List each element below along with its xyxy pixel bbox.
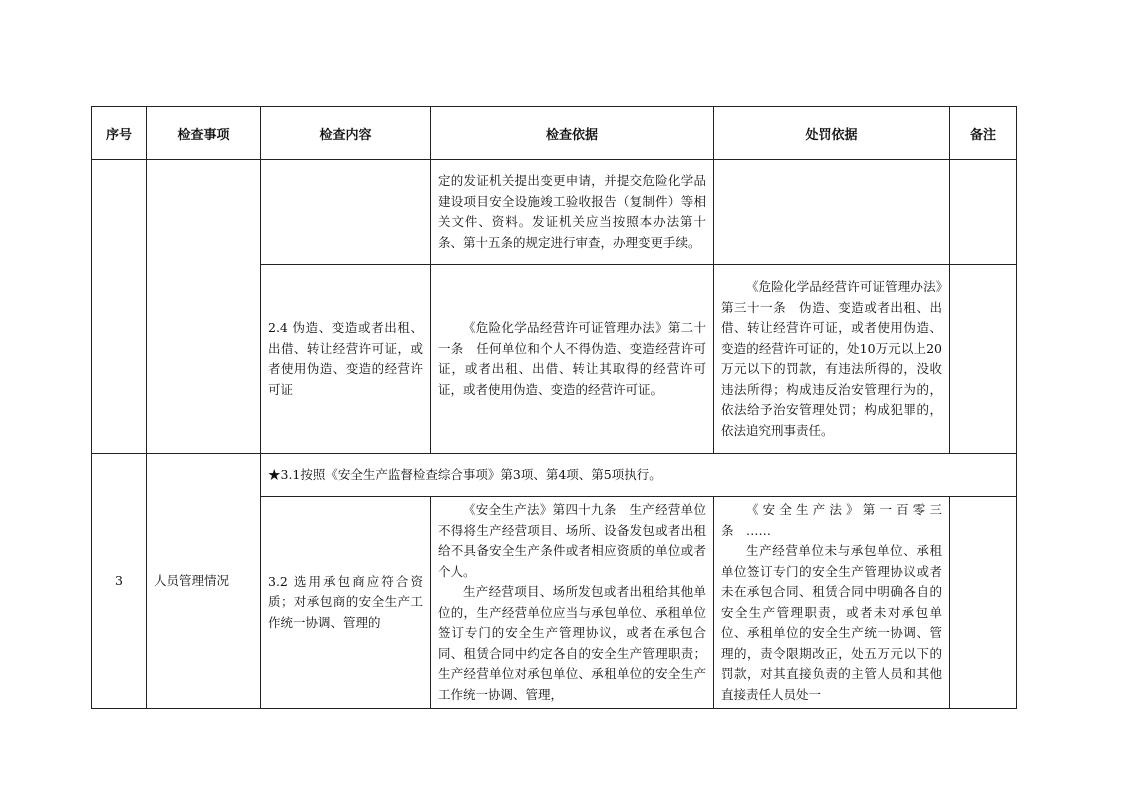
header-item: 检查事项 [147, 107, 261, 160]
inspection-table [91, 106, 1017, 709]
cell-remark [950, 160, 1017, 265]
header-no: 序号 [92, 107, 147, 160]
content-text: 3.2 选用承包商应符合资质；对承包商的安全生产工作统一协调、管理的 [268, 573, 423, 630]
basis-text: 定的发证机关提出变更申请，并提交危险化学品建设项目安全设施竣工验收报告（复制件）等相关文件、资料。发证机关应当按照本办法第十条、第十五条的规定进行审查，办理变更手续。 [438, 173, 706, 250]
table-row [92, 160, 1017, 265]
cell-penalty [714, 497, 950, 709]
table-row [92, 454, 1017, 497]
header-row [92, 107, 1017, 160]
penalty-paragraph-2: 生产经营单位未与承包单位、承租单位签订专门的安全生产管理协议或者未在承包合同、租赁合同中明确各自的安全生产管理职责，或者未对承包单位、承租单位的安全生产统一协调、管理的，责令限期改正，处五万元以下的罚款，对其直接负责的主管人员和其他直接责任人员处一 [721, 543, 942, 702]
header-basis: 检查依据 [431, 107, 714, 160]
penalty-paragraph-1: 《安全生产法》第一百零三条 …… [721, 502, 942, 538]
merged-text: ★3.1按照《安全生产监督检查综合事项》第3项、第4项、第5项执行。 [268, 466, 662, 482]
cell-remark [950, 265, 1017, 454]
cell-basis [431, 265, 714, 454]
basis-paragraph-2: 生产经营项目、场所发包或者出租给其他单位的，生产经营单位应当与承包单位、承租单位签订专门的安全生产管理协议，或者在承包合同、租赁合同中约定各自的安全生产管理职责；生产经营单位对承包单位、承租单位的安全生产工作统一协调、管理， [438, 584, 706, 702]
penalty-text: 《危险化学品经营许可证管理办法》第三十一条 伪造、变造或者出租、出借、转让经营许可证，或者使用伪造、变造的经营许可证的，处10万元以上20万元以下的罚款，有违法所得的，没收违法所得；构成违反治安管理行为的，依法给予治安管理处罚；构成犯罪的，依法追究刑事责任。 [721, 279, 942, 438]
cell-basis [431, 160, 714, 265]
cell-content [261, 160, 431, 265]
cell-penalty [714, 265, 950, 454]
cell-item [147, 160, 261, 454]
cell-content [261, 265, 431, 454]
header-remark: 备注 [950, 107, 1017, 160]
cell-penalty [714, 160, 950, 265]
cell-basis [431, 497, 714, 709]
merged-cell [261, 454, 1017, 497]
cell-content [261, 497, 431, 709]
cell-item [147, 454, 261, 709]
basis-text: 《危险化学品经营许可证管理办法》第二十一条 任何单位和个人不得伪造、变造经营许可证，或者出租、出借、转让其取得的经营许可证，或者使用伪造、变造的经营许可证。 [438, 320, 706, 397]
cell-no: 3 [92, 454, 147, 709]
content-text: 2.4 伪造、变造或者出租、出借、转让经营许可证，或者使用伪造、变造的经营许可证 [268, 320, 423, 397]
header-penalty: 处罚依据 [714, 107, 950, 160]
basis-paragraph-1: 《安全生产法》第四十九条 生产经营单位不得将生产经营项目、场所、设备发包或者出租给不具备安全生产条件或者相应资质的单位或者个人。 [438, 502, 706, 579]
cell-remark [950, 497, 1017, 709]
header-content: 检查内容 [261, 107, 431, 160]
item-text: 人员管理情况 [154, 572, 230, 588]
cell-no [92, 160, 147, 454]
